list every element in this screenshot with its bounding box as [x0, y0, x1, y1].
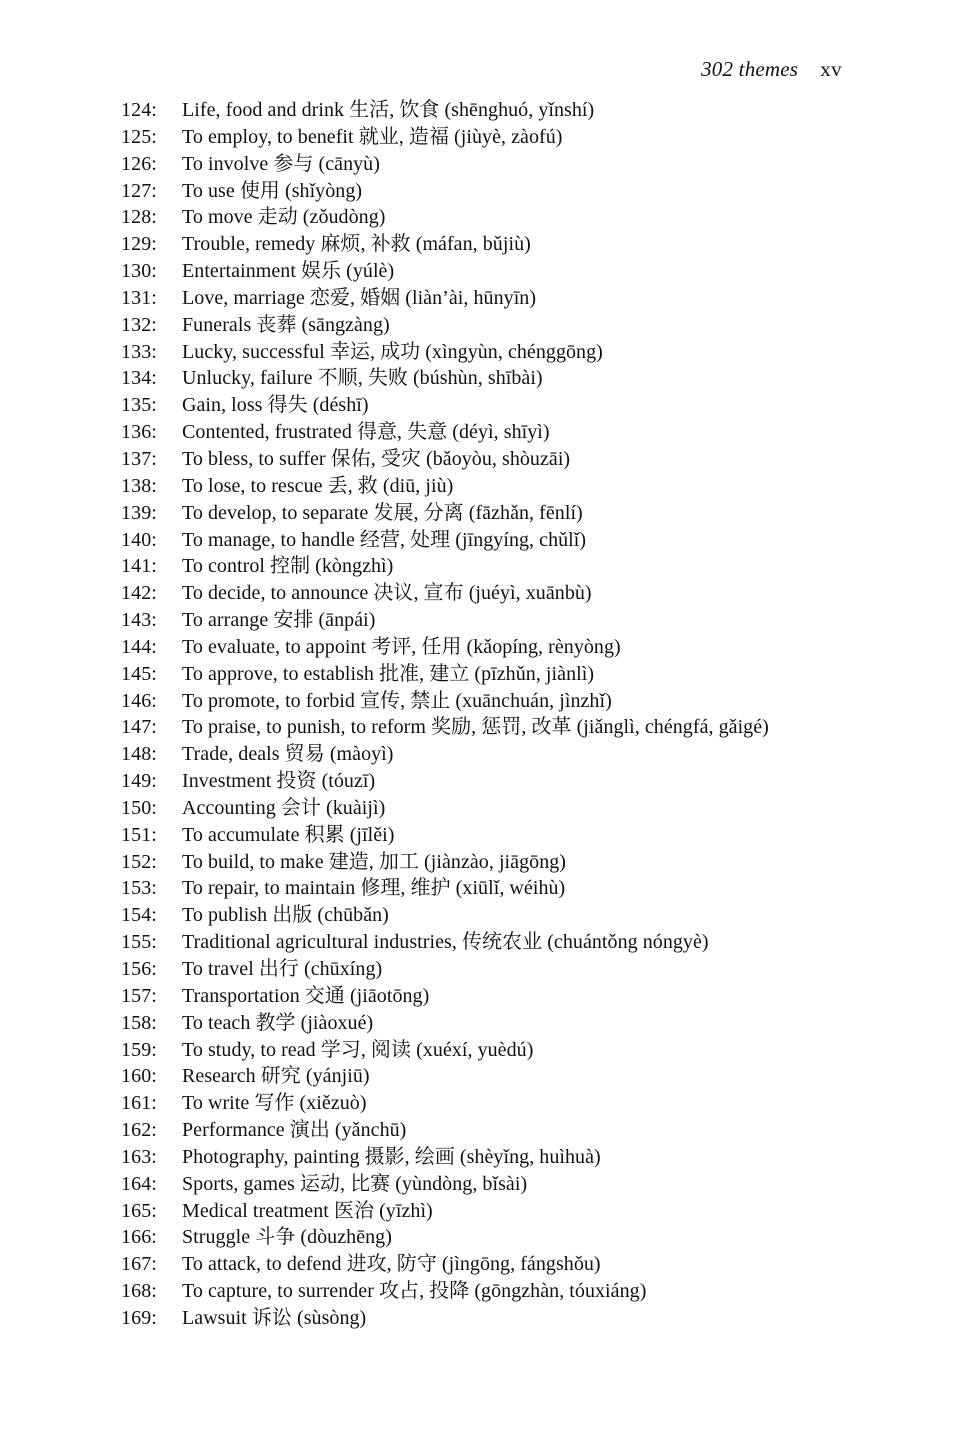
theme-label: Unlucky, failure 不顺, 失败 (búshùn, shībài)	[182, 367, 543, 390]
theme-entry-row	[121, 1090, 934, 1117]
theme-number: 134:	[121, 367, 157, 390]
theme-entry-row	[121, 473, 934, 500]
theme-entry-row	[121, 741, 934, 768]
theme-entry-row	[121, 902, 934, 929]
theme-entry-row	[121, 500, 934, 527]
theme-label: To accumulate 积累 (jīlěi)	[182, 823, 395, 846]
theme-number: 125:	[121, 125, 157, 148]
theme-number: 159:	[121, 1038, 157, 1061]
theme-number: 154:	[121, 904, 157, 927]
theme-label: Investment 投资 (tóuzī)	[182, 770, 376, 793]
theme-label: Trade, deals 贸易 (màoyì)	[182, 743, 394, 766]
theme-number: 139:	[121, 501, 157, 524]
theme-label: To lose, to rescue 丢, 救 (diū, jiù)	[182, 474, 454, 497]
theme-label: To develop, to separate 发展, 分离 (fāzhǎn, fēnlí)	[182, 501, 583, 524]
theme-number: 166:	[121, 1226, 157, 1249]
theme-number: 132:	[121, 313, 157, 336]
theme-number: 148:	[121, 743, 157, 766]
theme-number: 155:	[121, 931, 157, 954]
theme-entry-row	[121, 339, 934, 366]
theme-entry-row	[121, 527, 934, 554]
theme-entry-row	[121, 580, 934, 607]
theme-number: 128:	[121, 206, 157, 229]
theme-label: To approve, to establish 批准, 建立 (pīzhǔn, jiànlì)	[182, 662, 595, 685]
theme-number: 157:	[121, 984, 157, 1007]
theme-label: Medical treatment 医治 (yīzhì)	[182, 1199, 433, 1222]
theme-label: To study, to read 学习, 阅读 (xuéxí, yuèdú)	[182, 1038, 534, 1061]
running-head	[0, 56, 842, 82]
theme-label: To control 控制 (kòngzhì)	[182, 555, 394, 578]
theme-label: Gain, loss 得失 (déshī)	[182, 394, 369, 417]
theme-number: 135:	[121, 394, 157, 417]
theme-number: 149:	[121, 770, 157, 793]
theme-label: To use 使用 (shǐyòng)	[182, 179, 363, 202]
theme-entry-row	[121, 768, 934, 795]
theme-entry-row	[121, 1117, 934, 1144]
theme-label: Love, marriage 恋爱, 婚姻 (liàn’ài, hūnyīn)	[182, 286, 537, 309]
theme-number: 156:	[121, 958, 157, 980]
theme-entry-row	[121, 1251, 934, 1278]
theme-entry-row	[121, 822, 934, 849]
theme-list	[121, 97, 934, 1332]
theme-number: 162:	[121, 1119, 157, 1142]
theme-number: 169:	[121, 1306, 157, 1329]
theme-entry-row	[121, 956, 934, 983]
theme-label: To publish 出版 (chūbǎn)	[182, 904, 389, 927]
running-head-title: 302 themes	[701, 57, 799, 81]
theme-number: 160:	[121, 1065, 157, 1088]
theme-number: 144:	[121, 635, 157, 658]
theme-entry-row	[121, 178, 934, 205]
theme-label: To repair, to maintain 修理, 维护 (xiūlǐ, wéihù)	[182, 877, 566, 900]
theme-number: 150:	[121, 796, 157, 819]
theme-number: 136:	[121, 421, 157, 444]
theme-entry-row	[121, 97, 934, 124]
theme-label: To teach 教学 (jiàoxué)	[182, 1011, 374, 1034]
theme-label: To attack, to defend 进攻, 防守 (jìngōng, fángshǒu)	[182, 1253, 601, 1276]
theme-label: To decide, to announce 决议, 宣布 (juéyì, xuānbù)	[182, 582, 592, 605]
theme-number: 168:	[121, 1280, 157, 1303]
theme-label: To build, to make 建造, 加工 (jiànzào, jiāgōng)	[182, 850, 567, 873]
theme-number: 126:	[121, 152, 157, 175]
theme-number: 165:	[121, 1199, 157, 1222]
theme-number: 127:	[121, 179, 157, 202]
theme-label: To write 写作 (xiězuò)	[182, 1092, 367, 1115]
theme-label: To move 走动 (zǒudòng)	[182, 206, 386, 229]
theme-number: 167:	[121, 1253, 157, 1276]
theme-entry-row	[121, 849, 934, 876]
theme-number: 145:	[121, 662, 157, 685]
theme-entry-row	[121, 607, 934, 634]
theme-entry-row	[121, 446, 934, 473]
theme-number: 133:	[121, 340, 157, 363]
theme-entry-row	[121, 1305, 934, 1332]
theme-label: To evaluate, to appoint 考评, 任用 (kǎopíng, rènyòng)	[182, 635, 621, 658]
theme-label: Accounting 会计 (kuàijì)	[182, 796, 386, 819]
theme-label: To arrange 安排 (ānpái)	[182, 609, 376, 632]
theme-label: Funerals 丧葬 (sāngzàng)	[182, 313, 390, 336]
theme-number: 161:	[121, 1092, 157, 1115]
theme-entry-row	[121, 1171, 934, 1198]
theme-number: 158:	[121, 1011, 157, 1034]
theme-number: 164:	[121, 1172, 157, 1195]
theme-entry-row	[121, 285, 934, 312]
theme-number: 153:	[121, 877, 157, 900]
theme-label: Lawsuit 诉讼 (sùsòng)	[182, 1306, 367, 1329]
theme-label: Contented, frustrated 得意, 失意 (déyì, shīyì)	[182, 421, 550, 444]
theme-number: 147:	[121, 716, 157, 739]
theme-label: To praise, to punish, to reform 奖励, 惩罚, 改革 (jiǎnglì, chéngfá, gǎigé)	[182, 716, 769, 739]
theme-entry-row	[121, 151, 934, 178]
theme-entry-row	[121, 875, 934, 902]
theme-entry-row	[121, 419, 934, 446]
theme-label: Lucky, successful 幸运, 成功 (xìngyùn, chénggōng)	[182, 340, 603, 363]
theme-number: 138:	[121, 474, 157, 497]
theme-label: To employ, to benefit 就业, 造福 (jiùyè, zàofú)	[182, 125, 563, 148]
theme-entry-row	[121, 392, 934, 419]
theme-number: 146:	[121, 689, 157, 712]
theme-label: Trouble, remedy 麻烦, 补救 (máfan, bǔjiù)	[182, 233, 531, 256]
theme-label: To travel 出行 (chūxíng)	[182, 958, 383, 980]
theme-entry-row	[121, 983, 934, 1010]
theme-entry-row	[121, 231, 934, 258]
theme-label: Photography, painting 摄影, 绘画 (shèyǐng, huìhuà)	[182, 1145, 601, 1168]
theme-entry-row	[121, 1037, 934, 1064]
theme-entry-row	[121, 1010, 934, 1037]
theme-entry-row	[121, 929, 934, 956]
theme-entry-row	[121, 1144, 934, 1171]
theme-entry-row	[121, 553, 934, 580]
theme-number: 131:	[121, 286, 157, 309]
theme-entry-row	[121, 1224, 934, 1251]
theme-label: Entertainment 娱乐 (yúlè)	[182, 260, 395, 283]
theme-number: 163:	[121, 1145, 157, 1168]
theme-entry-row	[121, 124, 934, 151]
theme-entry-row	[121, 312, 934, 339]
theme-number: 137:	[121, 447, 157, 470]
theme-number: 129:	[121, 233, 157, 256]
theme-label: To bless, to suffer 保佑, 受灾 (bǎoyòu, shòuzāi)	[182, 447, 571, 470]
theme-label: Sports, games 运动, 比赛 (yùndòng, bǐsài)	[182, 1172, 528, 1195]
page-folio-number: xv	[820, 57, 842, 81]
theme-label: To promote, to forbid 宣传, 禁止 (xuānchuán, jìnzhǐ)	[182, 689, 612, 712]
theme-number: 124:	[121, 99, 157, 121]
theme-entry-row	[121, 204, 934, 231]
theme-label: To manage, to handle 经营, 处理 (jīngyíng, chǔlǐ)	[182, 528, 587, 551]
theme-entry-row	[121, 1278, 934, 1305]
theme-number: 151:	[121, 823, 157, 846]
theme-label: Life, food and drink 生活, 饮食 (shēnghuó, yǐnshí)	[182, 99, 595, 121]
theme-entry-row	[121, 1198, 934, 1225]
theme-number: 140:	[121, 528, 157, 551]
theme-entry-row	[121, 795, 934, 822]
theme-label: Traditional agricultural industries, 传统农业 (chuántǒng nóngyè)	[182, 931, 709, 954]
theme-entry-row	[121, 365, 934, 392]
theme-entry-row	[121, 634, 934, 661]
theme-entry-row	[121, 714, 934, 741]
theme-entry-row	[121, 688, 934, 715]
theme-label: Performance 演出 (yǎnchū)	[182, 1119, 407, 1142]
theme-label: Research 研究 (yánjiū)	[182, 1065, 370, 1088]
theme-label: Transportation 交通 (jiāotōng)	[182, 984, 430, 1007]
theme-label: Struggle 斗争 (dòuzhēng)	[182, 1226, 392, 1249]
theme-number: 152:	[121, 850, 157, 873]
theme-number: 143:	[121, 609, 157, 632]
theme-label: To capture, to surrender 攻占, 投降 (gōngzhàn, tóuxiáng)	[182, 1280, 647, 1303]
theme-label: To involve 参与 (cānyù)	[182, 152, 380, 175]
theme-number: 142:	[121, 582, 157, 605]
theme-entry-row	[121, 661, 934, 688]
theme-entry-row	[121, 258, 934, 285]
theme-entry-row	[121, 1063, 934, 1090]
theme-number: 141:	[121, 555, 157, 578]
theme-number: 130:	[121, 260, 157, 283]
